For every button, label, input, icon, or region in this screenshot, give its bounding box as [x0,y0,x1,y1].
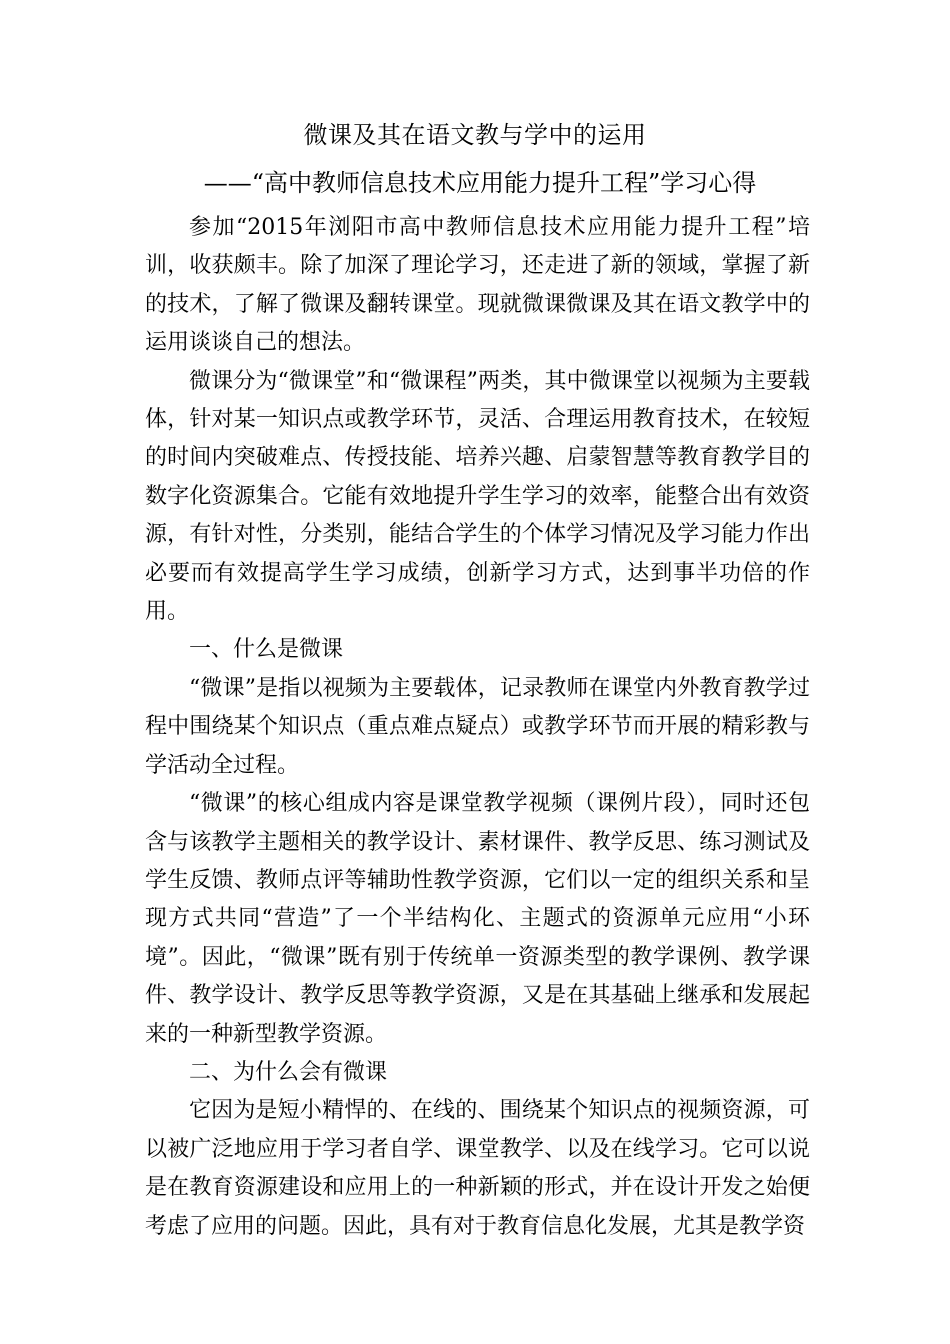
paragraph: 它因为是短小精悍的、在线的、围绕某个知识点的视频资源，可以被广泛地应用于学习者自学、课堂教学、以及在线学习。它可以说是在教育资源建设和应用上的一种新颖的形式，并在设计开发之始便考虑了应用的问题。因此，具有对于教育信息化发展，尤其是教学资 [145,1098,810,1239]
document-subtitle: ——“高中教师信息技术应用能力提升工程”学习心得 [203,169,757,197]
paragraph: “微课”是指以视频为主要载体，记录教师在课堂内外教育教学过程中围绕某个知识点（重点难点疑点）或教学环节而开展的精彩教与学活动全过程。 [145,675,810,778]
paragraph: 参加“2015年浏阳市高中教师信息技术应用能力提升工程”培训，收获颇丰。除了加深了理论学习，还走进了新的领域，掌握了新的技术，了解了微课及翻转课堂。现就微课微课及其在语文教学中的运用谈谈自己的想法。 [145,215,810,356]
document-body [145,209,810,1246]
section-heading: 一、什么是微课 [189,637,344,663]
paragraph: “微课”的核心组成内容是课堂教学视频（课例片段），同时还包含与该教学主题相关的教学设计、素材课件、教学反思、练习测试及学生反馈、教师点评等辅助性教学资源，它们以一定的组织关系和呈现方式共同“营造”了一个半结构化、主题式的资源单元应用“小环境”。因此，“微课”既有别于传统单一资源类型的教学课例、教学课件、教学设计、教学反思等教学资源，又是在其基础上继承和发展起来的一种新型教学资源。 [145,791,810,1047]
paragraph: 微课分为“微课堂”和“微课程”两类，其中微课堂以视频为主要载体，针对某一知识点或教学环节，灵活、合理运用教育技术，在较短的时间内突破难点、传授技能、培养兴趣、启蒙智慧等教育教学目的数字化资源集合。它能有效地提升学生学习的效率，能整合出有效资源，有针对性，分类别，能结合学生的个体学习情况及学习能力作出必要而有效提高学生学习成绩，创新学习方式，达到事半功倍的作用。 [145,368,810,625]
section-heading: 二、为什么会有微课 [189,1059,388,1085]
document-title: 微课及其在语文教与学中的运用 [303,121,647,149]
